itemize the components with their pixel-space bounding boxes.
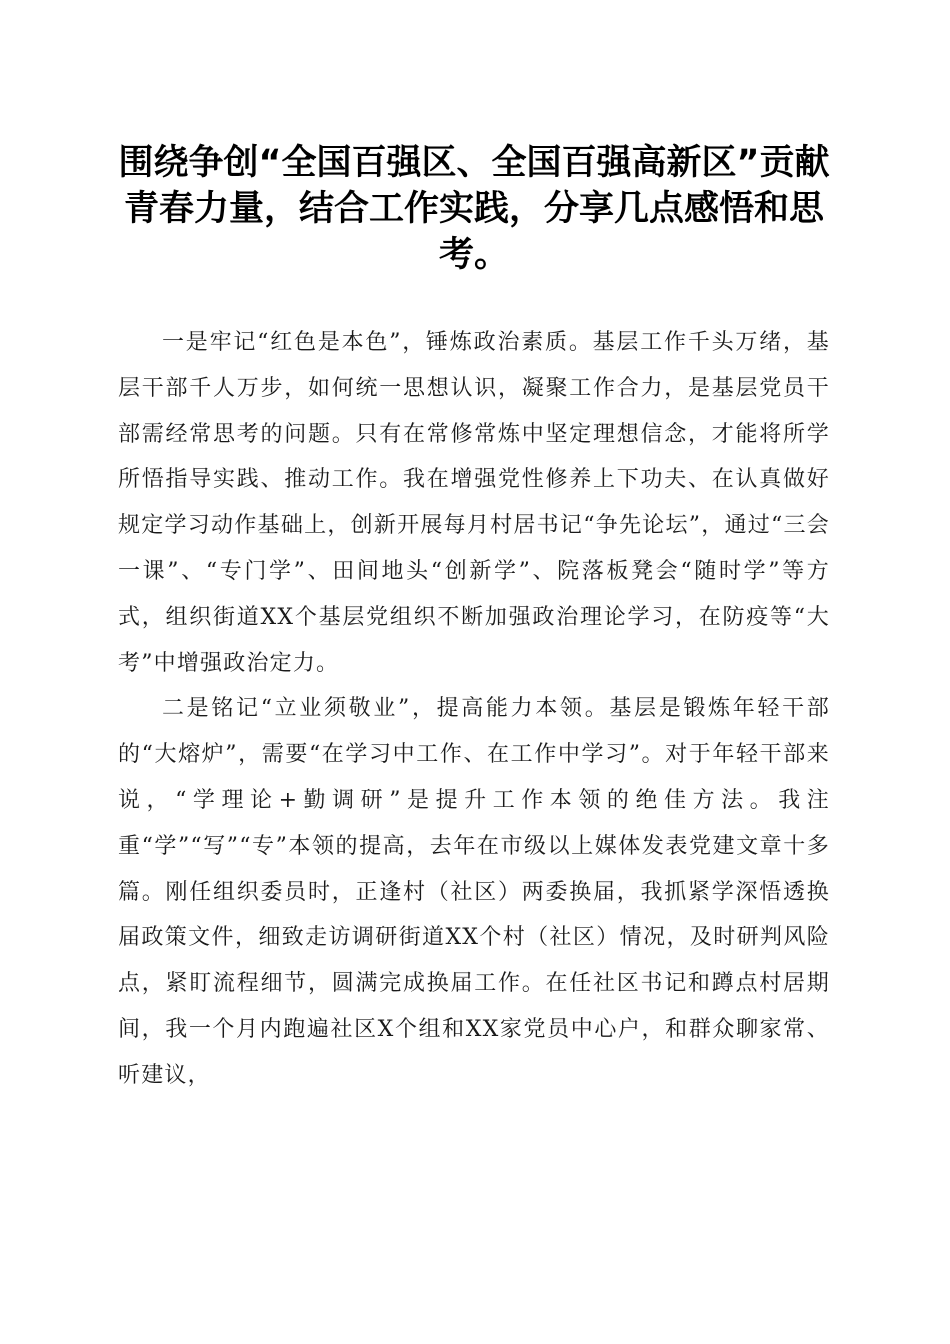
paragraph-2: 二是铭记“立业须敬业”，提高能力本领。基层是锻炼年轻干部的“大熔炉”，需要“在学习中工作、在工作中学习”。对于年轻干部来说，“学理论+勤调研”是提升工作本领的绝佳方法。我注重“学”“写”“专”本领的提高，去年在市级以上媒体发表党建文章十多篇。刚任组织委员时，正逢村（社区）两委换届，我抓紧学深悟透换届政策文件，细致走访调研街道XX个村（社区）情况，及时研判风险点，紧盯流程细节，圆满完成换届工作。在任社区书记和蹲点村居期间，我一个月内跑遍社区X个组和XX家党员中心户，和群众聊家常、听建议， xyxy=(118,696,830,1088)
document-body xyxy=(118,320,830,1099)
document-title: 围绕争创“全国百强区、全国百强高新区”贡献青春力量，结合工作实践，分享几点感悟和思考。 xyxy=(118,143,830,275)
paragraph-1: 一是牢记“红色是本色”，锤炼政治素质。基层工作千头万绪，基层干部千人万步，如何统一思想认识，凝聚工作合力，是基层党员干部需经常思考的问题。只有在常修常炼中坚定理想信念，才能将所学所悟指导实践、推动工作。我在增强党性修养上下功夫、在认真做好规定学习动作基础上，创新开展每月村居书记“争先论坛”，通过“三会一课”、“专门学”、田间地头“创新学”、院落板凳会“随时学”等方式，组织街道XX个基层党组织不断加强政治理论学习，在防疫等“大考”中增强政治定力。 xyxy=(118,330,830,676)
